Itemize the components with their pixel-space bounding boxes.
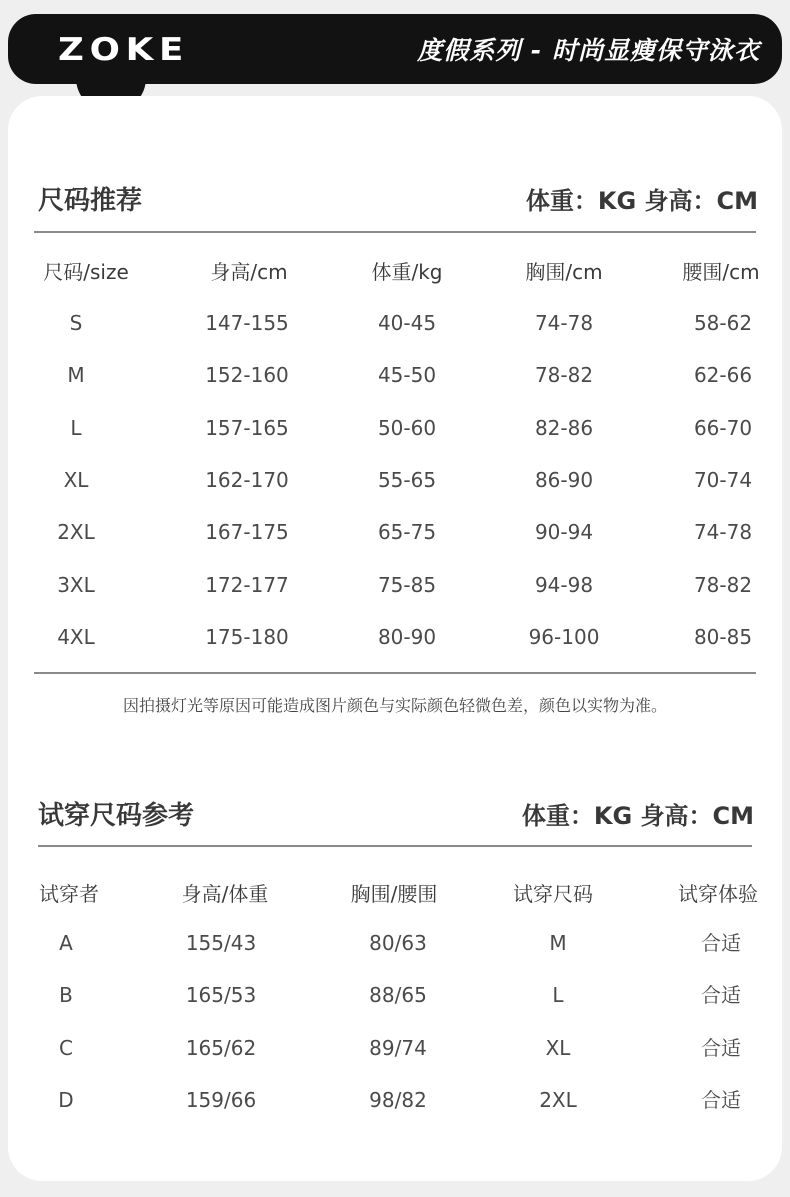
experience-cell: 合适 [701,931,741,955]
size-table-bottom-rule [34,672,756,674]
chest-cell: 94-98 [534,573,594,597]
chest-cell: 74-78 [534,311,594,335]
chest-cell: 90-94 [534,520,594,544]
experience-cell: 合适 [701,1036,741,1060]
trial-table-top-rule [38,845,752,847]
size-header-height: 身高/cm [210,260,288,284]
size-cell: 2XL [57,520,95,544]
trial-size-cell: XL [545,1036,571,1060]
weight-cell: 50-60 [377,416,437,440]
chest-cell: 78-82 [534,363,594,387]
height-cell: 152-160 [205,363,289,387]
size-cell: M [67,363,85,387]
waist-cell: 78-82 [693,573,753,597]
height-cell: 175-180 [205,625,289,649]
size-cell: 4XL [57,625,95,649]
waist-cell: 62-66 [693,363,753,387]
weight-cell: 45-50 [377,363,437,387]
chest-waist-cell: 98/82 [369,1088,427,1112]
tester-cell: A [59,931,73,955]
chest-cell: 86-90 [534,468,594,492]
experience-cell: 合适 [701,983,741,1007]
height-cell: 162-170 [205,468,289,492]
height-weight-cell: 165/62 [185,1036,257,1060]
chest-waist-cell: 80/63 [369,931,427,955]
height-weight-cell: 159/66 [185,1088,257,1112]
waist-cell: 74-78 [693,520,753,544]
weight-cell: 65-75 [377,520,437,544]
trial-header-chest-waist: 胸围/腰围 [350,882,438,906]
chest-cell: 96-100 [528,625,600,649]
tester-cell: B [59,983,73,1007]
height-weight-cell: 165/53 [185,983,257,1007]
header-tagline: 度假系列 - 时尚显瘦保守泳衣 [417,36,760,65]
weight-cell: 75-85 [377,573,437,597]
size-table-title: 尺码推荐 [38,186,143,216]
trial-size-cell: L [552,983,564,1007]
tester-cell: C [59,1036,73,1060]
waist-cell: 66-70 [693,416,753,440]
trial-size-cell: M [549,931,567,955]
weight-cell: 55-65 [377,468,437,492]
height-weight-cell: 155/43 [185,931,257,955]
size-header-weight: 体重/kg [371,260,443,284]
chest-cell: 82-86 [534,416,594,440]
experience-cell: 合适 [701,1088,741,1112]
size-table-top-rule [34,231,756,233]
height-cell: 147-155 [205,311,289,335]
trial-size-cell: 2XL [539,1088,577,1112]
brand-logo: ZOKE [58,32,190,68]
size-header-waist: 腰围/cm [682,260,760,284]
weight-cell: 80-90 [377,625,437,649]
trial-header-height-weight: 身高/体重 [181,882,269,906]
size-cell: L [70,416,82,440]
trial-header-tester: 试穿者 [39,882,99,906]
size-cell: 3XL [57,573,95,597]
trial-header-size: 试穿尺码 [513,882,593,906]
trial-table-units: 体重：KG 身高：CM [521,802,754,830]
size-cell: S [69,311,83,335]
chest-waist-cell: 88/65 [369,983,427,1007]
trial-table-title: 试穿尺码参考 [38,801,195,831]
tester-cell: D [58,1088,74,1112]
weight-cell: 40-45 [377,311,437,335]
height-cell: 167-175 [205,520,289,544]
waist-cell: 58-62 [693,311,753,335]
height-cell: 172-177 [205,573,289,597]
size-header-chest: 胸围/cm [525,260,603,284]
chest-waist-cell: 89/74 [369,1036,427,1060]
waist-cell: 80-85 [693,625,753,649]
trial-header-experience: 试穿体验 [678,882,758,906]
size-cell: XL [63,468,89,492]
waist-cell: 70-74 [693,468,753,492]
height-cell: 157-165 [205,416,289,440]
size-table-units: 体重：KG 身高：CM [525,187,758,215]
color-disclaimer-note: 因拍摄灯光等原因可能造成图片颜色与实际颜色轻微色差，颜色以实物为准。 [122,696,667,715]
size-header-size: 尺码/size [43,260,129,284]
